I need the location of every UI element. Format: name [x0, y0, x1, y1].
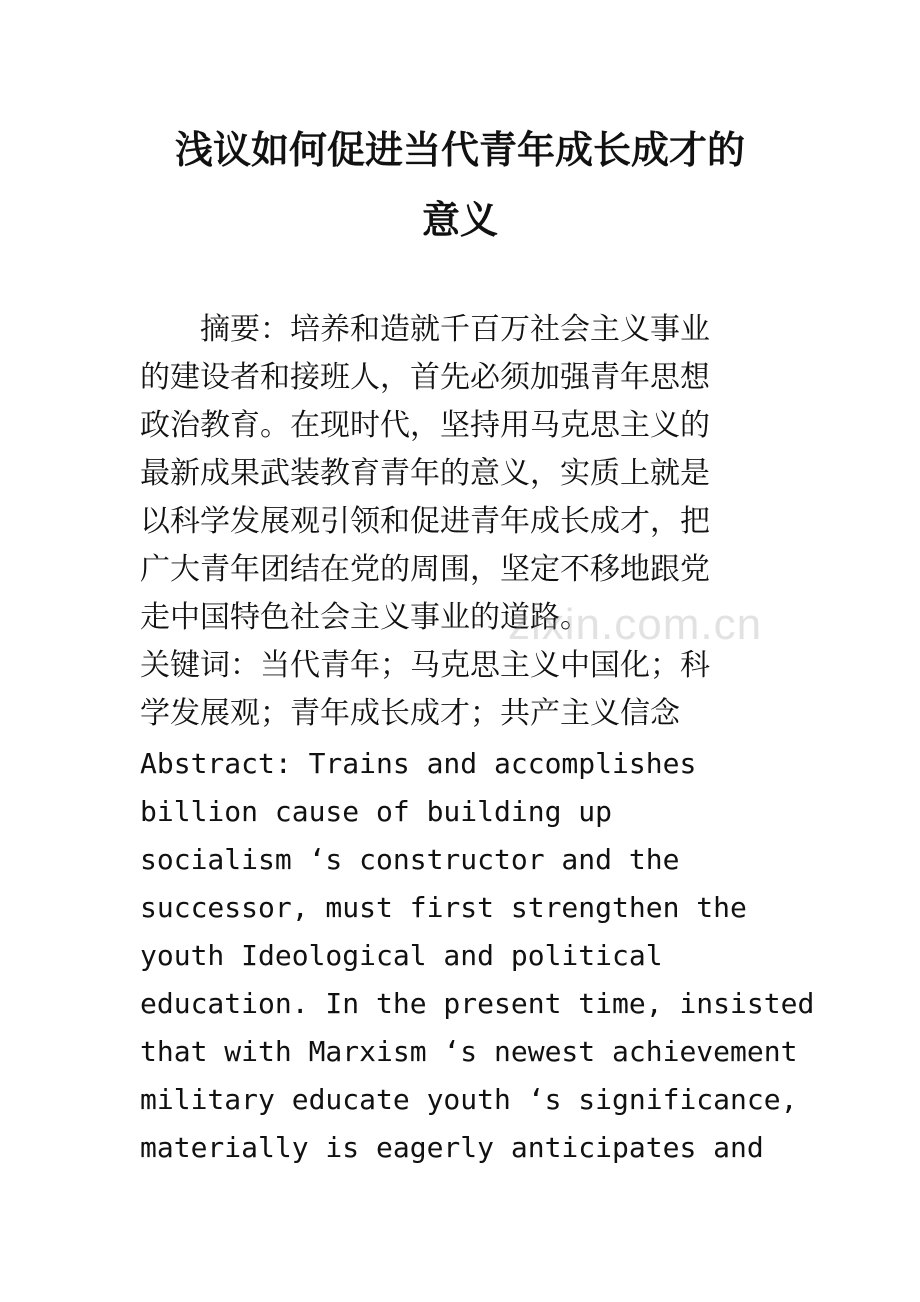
abstract-en-line: education. In the present time, insisted [140, 987, 815, 1020]
abstract-en-line: youth Ideological and political [140, 939, 663, 972]
abstract-zh-line: 以科学发展观引领和促进青年成长成才，把 [140, 504, 710, 539]
abstract-zh-line: 最新成果武装教育青年的意义，实质上就是 [140, 456, 710, 491]
abstract-zh-line: 政治教育。在现时代，坚持用马克思主义的 [140, 408, 710, 443]
watermark: zixin.com.cn [508, 600, 763, 649]
abstract-zh-line: 的建设者和接班人，首先必须加强青年思想 [140, 360, 710, 395]
abstract-zh-line: 广大青年团结在党的周围，坚定不移地跟党 [140, 552, 710, 587]
abstract-en-line: that with Marxism ‘s newest achievement [140, 1035, 798, 1068]
abstract-zh-line: 走中国特色社会主义事业的道路。 [140, 600, 590, 635]
abstract-en-line: socialism ‘s constructor and the [140, 843, 680, 876]
abstract-en-line: billion cause of building up [140, 795, 613, 828]
document-title-line-1: 浅议如何促进当代青年成长成才的 [174, 127, 745, 172]
abstract-en-line: successor, must first strengthen the [140, 891, 747, 924]
keywords-line: 学发展观；青年成长成才；共产主义信念 [140, 696, 680, 731]
abstract-en-line: Abstract: Trains and accomplishes [140, 747, 697, 780]
document-title-line-2: 意义 [421, 197, 498, 242]
keywords-line: 关键词：当代青年；马克思主义中国化；科 [140, 648, 710, 683]
abstract-zh-line: 摘要：培养和造就千百万社会主义事业 [140, 312, 710, 347]
abstract-en-line: military educate youth ‘s significance, [140, 1083, 798, 1116]
abstract-en-line: materially is eagerly anticipates and [140, 1131, 764, 1164]
